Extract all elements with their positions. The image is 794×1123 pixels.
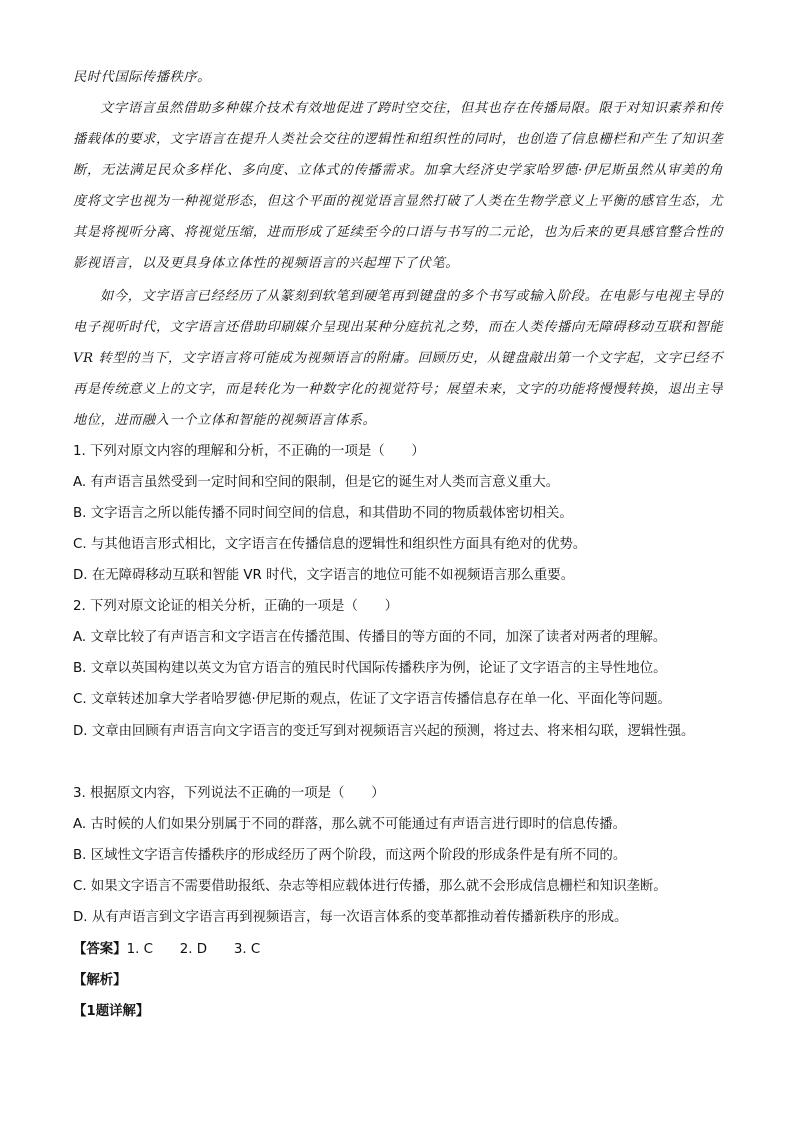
question-2-option-b: B. 文章以英国构建以英文为官方语言的殖民时代国际传播秩序为例，论证了文字语言的主导性地位。 (73, 661, 667, 676)
question-1-option-d: D. 在无障碍移动互联和智能 VR 时代，文字语言的地位可能不如视频语言那么重要。 (73, 568, 575, 583)
question-1-detail-label: 【1题详解】 (73, 1004, 150, 1019)
answer-text: 1. C 2. D 3. C (126, 942, 261, 957)
question-2-option-a: A. 文章比较了有声语言和文字语言在传播范围、传播目的等方面的不同，加深了读者对两者的理解。 (73, 630, 667, 645)
passage-paragraph-2: 如今，文字语言已经经历了从篆刻到软笔到硬笔再到键盘的多个书写或输入阶段。在电影与电视主导的电子视听时代，文字语言还借助印刷媒介呈现出某种分庭抗礼之势，而在人类传播向无障碍移动互联和智能 VR 转型的当下，文字语言将可能成为视频语言的附庸。回顾历史，从键盘敲出第一个文字起，文字已经不再是传统意义上的文字，而是转化为一种数字化的视觉符号；展望未来，文字的功能将慢慢转换，退出主导地位，进而融入一个立体和智能的视频语言体系。 (73, 289, 723, 428)
question-1-option-a: A. 有声语言虽然受到一定时间和空间的限制，但是它的诞生对人类而言意义重大。 (73, 475, 560, 490)
answer-line (73, 940, 723, 960)
passage-paragraph-0: 民时代国际传播秩序。 (73, 70, 211, 85)
question-2-option-c: C. 文章转述加拿大学者哈罗德·伊尼斯的观点，佐证了文字语言传播信息存在单一化、平面化等问题。 (73, 692, 671, 707)
question-3-option-c: C. 如果文字语言不需要借助报纸、杂志等相应载体进行传播，那么就不会形成信息栅栏和知识垄断。 (73, 879, 667, 894)
question-3-option-b: B. 区域性文字语言传播秩序的形成经历了两个阶段，而这两个阶段的形成条件是有所不同的。 (73, 848, 627, 863)
question-2-option-d: D. 文章由回顾有声语言向文字语言的变迁写到对视频语言兴起的预测，将过去、将来相勾联，逻辑性强。 (73, 724, 695, 739)
passage-paragraph-1: 文字语言虽然借助多种媒介技术有效地促进了跨时空交往，但其也存在传播局限。限于对知识素养和传播载体的要求，文字语言在提升人类社会交往的逻辑性和组织性的同时，也创造了信息栅栏和产生了知识垄断，无法满足民众多样化、多向度、立体式的传播需求。加拿大经济史学家哈罗德·伊尼斯虽然从审美的角度将文字也视为一种视觉形态，但这个平面的视觉语言显然打破了人类在生物学意义上平衡的感官生态，尤其是将视听分离、将视觉压缩，进而形成了延续至今的口语与书写的二元论，也为后来的更具感官整合性的影视语言，以及更具身体立体性的视频语言的兴起埋下了伏笔。 (73, 101, 723, 271)
question-3-option-d: D. 从有声语言到文字语言再到视频语言，每一次语言体系的变革都推动着传播新秩序的形成。 (73, 910, 628, 925)
question-1-option-c: C. 与其他语言形式相比，文字语言在传播信息的逻辑性和组织性方面具有绝对的优势。 (73, 537, 587, 552)
answer-label: 【答案】 (73, 942, 127, 957)
question-1-stem: 1. 下列对原文内容的理解和分析，不正确的一项是（ ） (73, 444, 425, 459)
question-3-option-a: A. 古时候的人们如果分别属于不同的群落，那么就不可能通过有声语言进行即时的信息传播。 (73, 817, 627, 832)
analysis-label: 【解析】 (73, 973, 127, 988)
question-2-stem: 2. 下列对原文论证的相关分析，正确的一项是（ ） (73, 599, 399, 614)
question-1-option-b: B. 文字语言之所以能传播不同时间空间的信息，和其借助不同的物质载体密切相关。 (73, 506, 573, 521)
question-3-stem: 3. 根据原文内容，下列说法不正确的一项是（ ） (73, 786, 385, 801)
